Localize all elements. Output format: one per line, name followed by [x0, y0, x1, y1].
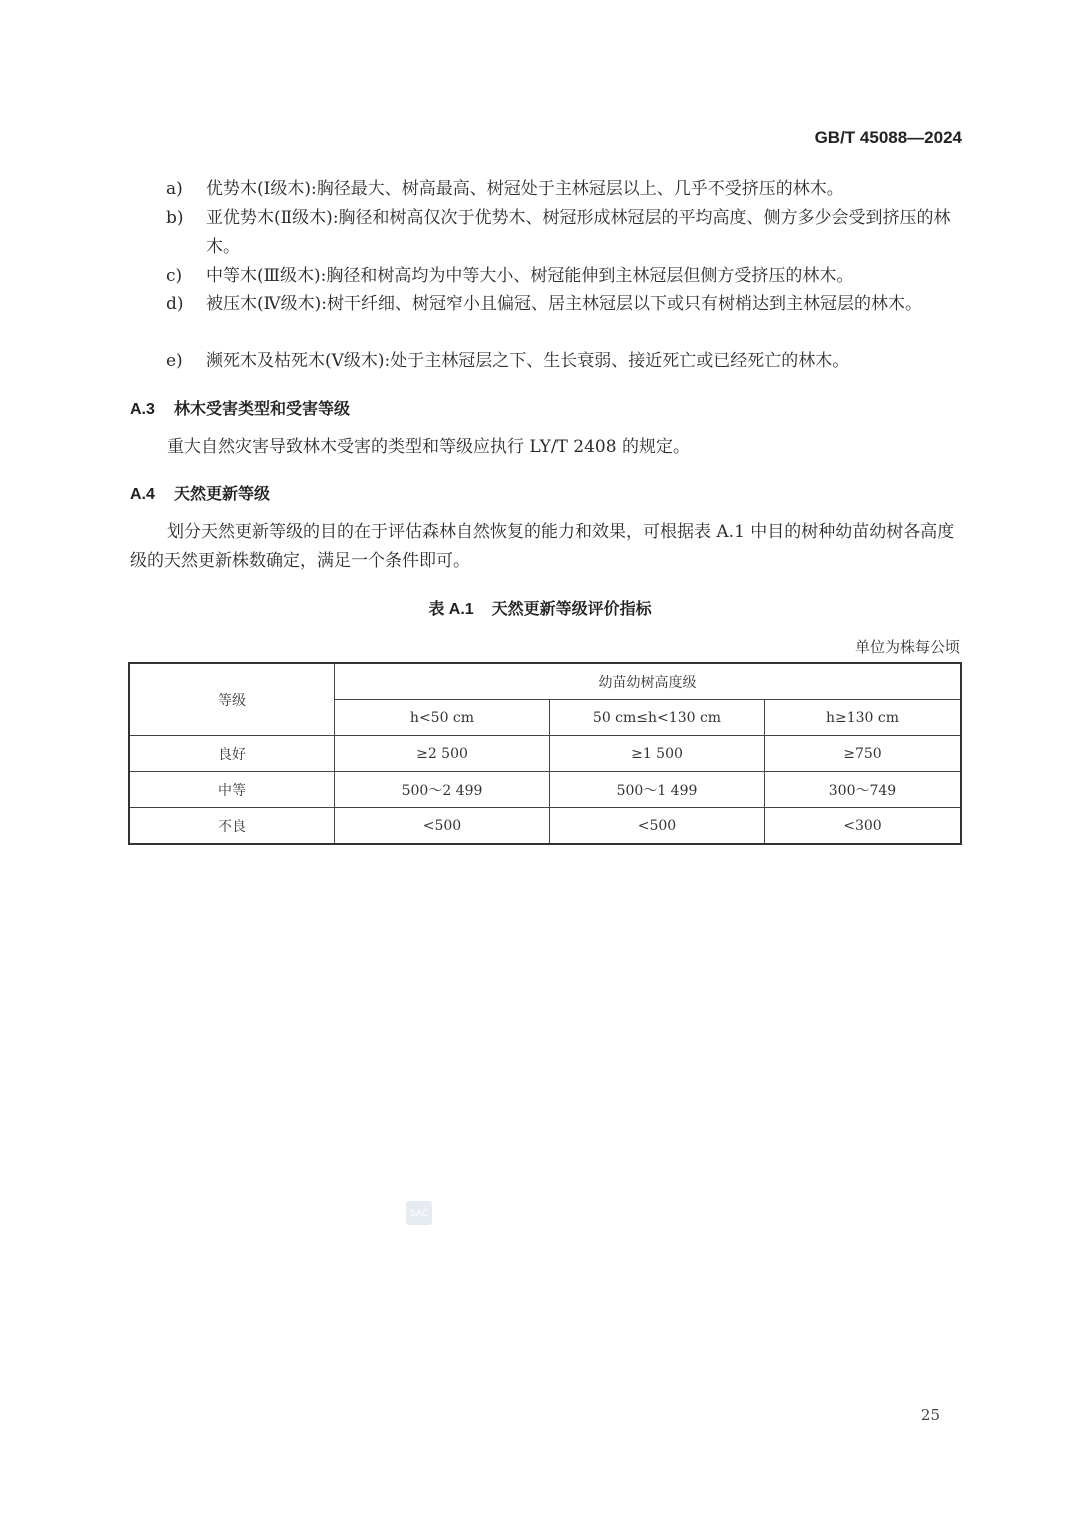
- value-cell: 500～2 499: [335, 772, 550, 808]
- regeneration-grade-table: [128, 662, 962, 845]
- watermark-logo: SAC: [406, 1201, 432, 1225]
- value-cell: 500～1 499: [550, 772, 765, 808]
- list-item-tag: c): [166, 266, 183, 286]
- page-number: 25: [920, 1406, 940, 1424]
- grade-cell: 良好: [129, 736, 335, 772]
- table-unit: 单位为株每公顷: [854, 638, 960, 656]
- list-item-text: 优势木(Ⅰ级木):胸径最大、树高最高、树冠处于主林冠层以上、几乎不受挤压的林木。: [206, 179, 844, 199]
- header-group-cell: 幼苗幼树高度级: [335, 663, 962, 700]
- height-class-cell: h≥130 cm: [765, 700, 962, 736]
- value-cell: ≥1 500: [550, 736, 765, 772]
- list-item-text: 濒死木及枯死木(Ⅴ级木):处于主林冠层之下、生长衰弱、接近死亡或已经死亡的林木。: [206, 351, 850, 371]
- list-item-tag: b): [166, 208, 184, 228]
- section-a4-heading: [130, 481, 270, 504]
- value-cell: ≥2 500: [335, 736, 550, 772]
- section-a4-paragraph: 划分天然更新等级的目的在于评估森林自然恢复的能力和效果，可根据表 A.1 中目的树种幼苗幼树各高度级的天然更新株数确定，满足一个条件即可。: [130, 522, 955, 571]
- list-item-text: 中等木(Ⅲ级木):胸径和树高均为中等大小、树冠能伸到主林冠层但侧方受挤压的林木。: [206, 266, 854, 286]
- value-cell: ≥750: [765, 736, 962, 772]
- table-header-row: [129, 663, 961, 700]
- value-cell: <500: [550, 808, 765, 845]
- list-item-text: 被压木(Ⅳ级木):树干纤细、树冠窄小且偏冠、居主林冠层以下或只有树梢达到主林冠层的林木。: [206, 294, 922, 314]
- section-a3-paragraph: 重大自然灾害导致林木受害的类型和等级应执行 LY/T 2408 的规定。: [167, 437, 690, 457]
- section-a3-heading: [130, 396, 350, 419]
- table-caption-number: 表 A.1: [428, 601, 474, 618]
- grade-cell: 不良: [129, 808, 335, 845]
- list-item-tag: e): [166, 351, 183, 371]
- table-row: [129, 772, 961, 808]
- list-item-a: [166, 175, 966, 204]
- value-cell: <500: [335, 808, 550, 845]
- section-title: 天然更新等级: [174, 486, 271, 503]
- list-item-e: [166, 347, 966, 376]
- list-item-tag: d): [166, 294, 184, 314]
- value-cell: <300: [765, 808, 962, 845]
- section-title: 林木受害类型和受害等级: [174, 401, 351, 418]
- list-item-d: [166, 290, 966, 319]
- height-class-cell: h<50 cm: [335, 700, 550, 736]
- table-caption-title: 天然更新等级评价指标: [491, 601, 652, 618]
- list-item-b: [166, 204, 966, 262]
- header-grade-cell: 等级: [129, 663, 335, 736]
- table-row: [129, 736, 961, 772]
- section-number: A.3: [130, 401, 155, 418]
- grade-cell: 中等: [129, 772, 335, 808]
- list-item-text: 亚优势木(Ⅱ级木):胸径和树高仅次于优势木、树冠形成林冠层的平均高度、侧方多少会受到挤压的林木。: [206, 208, 951, 257]
- value-cell: 300～749: [765, 772, 962, 808]
- standard-code: GB/T 45088—2024: [814, 128, 962, 147]
- list-item-c: [166, 262, 966, 291]
- height-class-cell: 50 cm≤h<130 cm: [550, 700, 765, 736]
- list-item-tag: a): [166, 179, 183, 199]
- table-caption: [0, 596, 1080, 619]
- section-number: A.4: [130, 486, 155, 503]
- table-row: [129, 808, 961, 845]
